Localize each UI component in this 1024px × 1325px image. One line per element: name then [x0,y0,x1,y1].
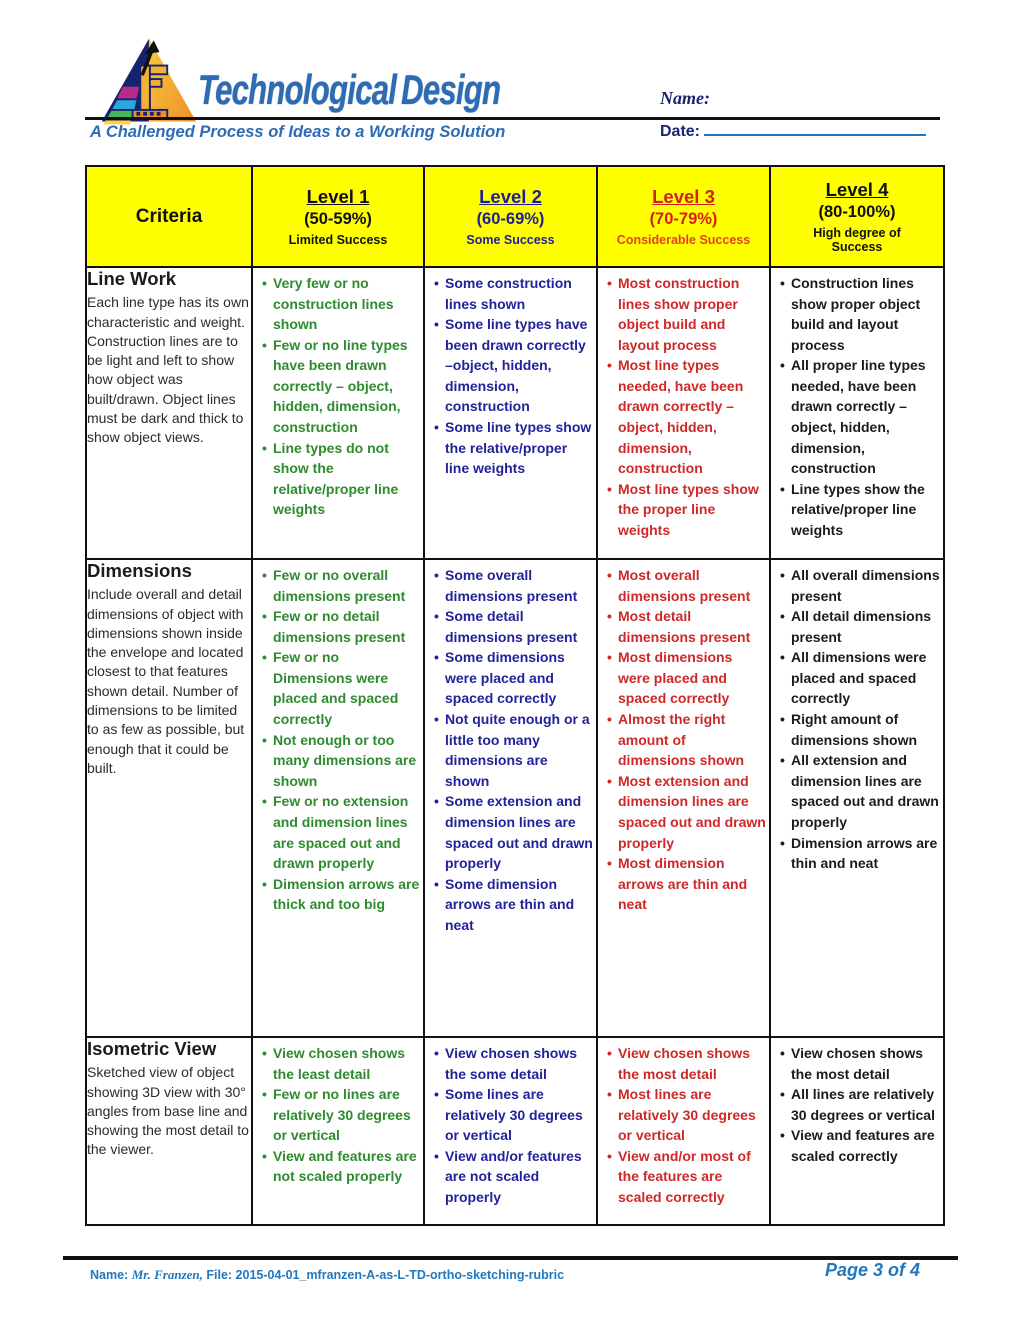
level1-desc: Limited Success [288,232,388,247]
bullet-list [253,560,423,919]
date-blank-line [704,134,926,136]
bullet-item: • All extension and dimension lines are spaced out and drawn properly [779,750,940,832]
footer-name-value: Mr. Franzen, [131,1267,203,1282]
bullet-item: • Very few or no construction lines shown [261,273,420,335]
bullet-item: • Some extension and dimension lines are spaced out and drawn properly [433,791,593,873]
bullet-item: • Some line types show the relative/proper line weights [433,417,593,479]
level2-column-header [424,166,597,267]
bullet-item: • View chosen shows the most detail [779,1043,940,1084]
level1-column-header [252,166,424,267]
criterion-description: Each line type has its own characteristic and weight. Construction lines are to be light and left to show how object was built/drawn. Object lines must be dark and thick to show object views. [87,294,249,446]
document-subtitle: A Challenged Process of Ideas to a Working Solution [90,123,506,141]
level2-range: (60-69%) [476,210,545,228]
level1-range: (50-59%) [304,210,372,228]
bullet-item: • View and features are scaled correctly [779,1125,940,1166]
criterion-linework [86,267,252,559]
bullet-list [771,560,943,878]
criterion-dimensions [86,559,252,1037]
bullet-item: • View chosen shows the some detail [433,1043,593,1084]
pyramid-logo [94,36,200,126]
bullet-item: • View chosen shows the least detail [261,1043,420,1084]
bullet-item: • All proper line types needed, have been drawn correctly –object, hidden, dimension, construction [779,355,940,478]
bullet-item: • Some detail dimensions present [433,606,593,647]
linework-level3-cell [597,267,770,559]
bullet-item: • All overall dimensions present [779,565,940,606]
bullet-item: • View and/or most of the features are scaled correctly [606,1146,766,1208]
header-row [86,166,944,267]
bullet-item: • Some dimensions were placed and spaced correctly [433,647,593,709]
bullet-list [598,268,769,545]
level4-range: (80-100%) [818,202,896,221]
criteria-column-header: Criteria [86,166,252,267]
criterion-title: Dimensions [87,560,192,581]
bullet-item: • Some line types have been drawn correctly –object, hidden, dimension, construction [433,314,593,417]
bullet-list [425,268,596,483]
name-field [660,88,710,109]
level4-column-header [770,166,944,267]
document-title-text: Technological Design [198,66,501,113]
document-title [198,66,607,114]
bullet-item: • Some construction lines shown [433,273,593,314]
table-row-linework [86,267,944,559]
bullet-item: • Right amount of dimensions shown [779,709,940,750]
footer-info [90,1267,564,1283]
bullet-item: • Most overall dimensions present [606,565,766,606]
date-label: Date: [660,123,701,140]
bullet-item: • Most line types show the proper line weights [606,479,766,541]
bullet-list [253,1038,423,1191]
date-field [660,123,926,141]
bullet-item: • All dimensions were placed and spaced correctly [779,647,940,709]
criterion-description: Sketched view of object showing 3D view with 30° angles from base line and showing the most detail to the viewer. [87,1064,249,1158]
isometric-level3-cell [597,1037,770,1225]
bullet-item: • View and/or features are not scaled properly [433,1146,593,1208]
footer-file-value: 2015-04-01_mfranzen-A-as-L-TD-ortho-sketching-rubric [235,1268,565,1282]
bullet-item: • Almost the right amount of dimensions shown [606,709,766,771]
bullet-item: • All lines are relatively 30 degrees or vertical [779,1084,940,1125]
bullet-item: • Some lines are relatively 30 degrees or vertical [433,1084,593,1146]
bullet-list [253,268,423,524]
dimensions-level2-cell [424,559,597,1037]
bullet-item: • Most detail dimensions present [606,606,766,647]
bullet-item: • Line types show the relative/proper line weights [779,479,940,541]
level3-column-header [597,166,770,267]
bullet-item: • Most line types needed, have been drawn correctly – object, hidden, dimension, construction [606,355,766,478]
table-row-dimensions [86,559,944,1037]
rubric-table [85,165,945,1226]
table-row-isometric [86,1037,944,1225]
bullet-item: • View chosen shows the most detail [606,1043,766,1084]
bullet-item: • Few or no line types have been drawn correctly – object, hidden, dimension, construction [261,335,420,438]
level3-range: (70-79%) [649,210,718,228]
level3-title: Level 3 [652,185,715,207]
bullet-item: • Some overall dimensions present [433,565,593,606]
bullet-list [598,560,769,919]
name-label: Name: [660,88,710,108]
criterion-description: Include overall and detail dimensions of object with dimensions shown inside the envelope and located closest to that features shown detail. Number of dimensions to be limited to as few as possible, but enough that it could be built. [87,586,245,776]
bullet-list [425,560,596,939]
bullet-item: • Few or no lines are relatively 30 degrees or vertical [261,1084,420,1146]
bullet-item: • Most lines are relatively 30 degrees or vertical [606,1084,766,1146]
bullet-item: • Few or no extension and dimension lines are spaced out and drawn properly [261,791,420,873]
linework-level2-cell [424,267,597,559]
linework-level1-cell [252,267,424,559]
bullet-list [771,268,943,545]
page-number: Page 3 of 4 [824,1260,920,1280]
bullet-item: • Most dimension arrows are thin and neat [606,853,766,915]
dimensions-level4-cell [770,559,944,1037]
level4-desc: High degree of Success [813,225,901,254]
footer-rule [63,1256,958,1260]
footer-file-label: File: [206,1268,233,1282]
level3-desc: Considerable Success [616,232,751,247]
bullet-item: • Construction lines show proper object build and layout process [779,273,940,355]
bullet-item: • Not enough or too many dimensions are shown [261,730,420,792]
level2-desc: Some Success [466,232,555,247]
bullet-item: • Most construction lines show proper object build and layout process [606,273,766,355]
bullet-list [598,1038,769,1212]
bullet-item: • Few or no Dimensions were placed and spaced correctly [261,647,420,729]
footer-name-label: Name: [90,1268,129,1282]
bullet-list [425,1038,596,1212]
bullet-item: • Not quite enough or a little too many dimensions are shown [433,709,593,791]
criterion-title: Isometric View [87,1038,217,1059]
pyramid-logo-icon [94,36,200,126]
bullet-item: • All detail dimensions present [779,606,940,647]
bullet-item: • View and features are not scaled properly [261,1146,420,1187]
dimensions-level3-cell [597,559,770,1037]
header-rule [85,117,940,120]
level2-title: Level 2 [479,185,542,207]
isometric-level1-cell [252,1037,424,1225]
bullet-item: • Few or no overall dimensions present [261,565,420,606]
level1-title: Level 1 [306,185,370,207]
bullet-list [771,1038,943,1170]
dimensions-level1-cell [252,559,424,1037]
linework-level4-cell [770,267,944,559]
criterion-title: Line Work [87,268,177,289]
bullet-item: • Few or no detail dimensions present [261,606,420,647]
isometric-level4-cell [770,1037,944,1225]
bullet-item: • Some dimension arrows are thin and neat [433,874,593,936]
bullet-item: • Most extension and dimension lines are spaced out and drawn properly [606,771,766,853]
level4-title: Level 4 [825,178,889,200]
bullet-item: • Dimension arrows are thick and too big [261,874,420,915]
criterion-isometric [86,1037,252,1225]
isometric-level2-cell [424,1037,597,1225]
bullet-item: • Line types do not show the relative/proper line weights [261,438,420,520]
bullet-item: • Dimension arrows are thin and neat [779,833,940,874]
bullet-item: • Most dimensions were placed and spaced correctly [606,647,766,709]
